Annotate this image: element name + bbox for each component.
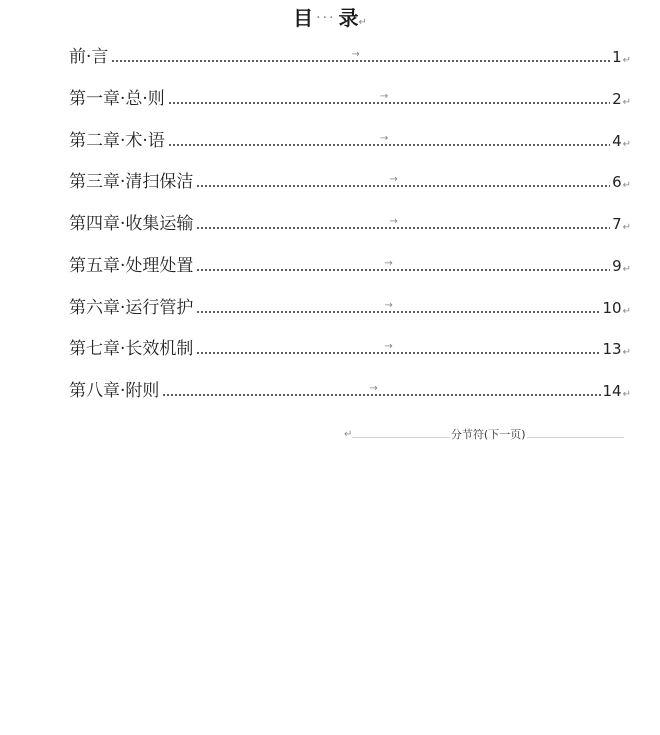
title-char-1: 目 [293, 6, 314, 30]
toc-page-number: 2 [612, 90, 622, 108]
toc-page-number: 6 [612, 173, 622, 191]
paragraph-mark-icon: ↵ [622, 222, 631, 233]
paragraph-mark-icon: ↵ [622, 347, 631, 358]
dot-leader [111, 49, 610, 63]
dot-leader [168, 91, 610, 105]
toc-entry-label: 前·言 [69, 47, 109, 67]
dot-leader [196, 341, 600, 355]
toc-entry-preface[interactable] [69, 46, 631, 68]
toc-entry-label: 第四章·收集运输 [69, 214, 194, 234]
toc-entry-label: 第八章·附则 [69, 381, 160, 401]
tab-arrow-icon: → [384, 341, 393, 352]
toc-entry-label: 第五章·处理处置 [69, 256, 194, 276]
tab-arrow-icon: → [384, 300, 393, 311]
title-spacing-dots: ··· [316, 10, 336, 26]
tab-arrow-icon: → [379, 91, 389, 102]
toc-entry-chapter-3[interactable] [69, 171, 631, 193]
toc-entry-label: 第七章·长效机制 [69, 339, 194, 359]
toc-page-number: 14 [602, 382, 622, 400]
toc-entry-label: 第二章·术·语 [69, 131, 165, 151]
tab-arrow-icon: → [389, 216, 398, 227]
toc-page-number: 13 [602, 340, 622, 358]
toc-entry-chapter-6[interactable] [69, 297, 631, 319]
paragraph-mark-icon: ↵ [622, 180, 631, 191]
dot-leader [196, 300, 600, 314]
toc-entry-chapter-7[interactable] [69, 338, 631, 360]
tab-arrow-icon: → [379, 133, 389, 144]
toc-entry-label: 第六章·运行管护 [69, 298, 194, 318]
tab-arrow-icon: → [384, 258, 393, 269]
toc-entry-chapter-4[interactable] [69, 213, 631, 235]
toc-page-number: 10 [602, 299, 622, 317]
paragraph-mark-icon: ↵ [622, 389, 631, 400]
dot-leader [196, 174, 610, 188]
toc-page-number: 9 [612, 257, 622, 275]
section-break-next-page [344, 426, 624, 442]
toc-page-number: 7 [612, 215, 622, 233]
section-break-line-left [352, 437, 450, 438]
toc-entry-label: 第三章·清扫保洁 [69, 172, 194, 192]
toc-entry-chapter-8[interactable] [69, 380, 631, 402]
paragraph-mark-icon: ↵ [622, 55, 631, 66]
toc-entry-chapter-5[interactable] [69, 255, 631, 277]
dot-leader [162, 383, 600, 397]
dot-leader [196, 216, 610, 230]
toc-page-number: 1 [612, 48, 622, 66]
dot-leader [168, 133, 610, 147]
dot-leader [196, 258, 610, 272]
paragraph-mark-icon: ↵ [622, 306, 631, 317]
tab-arrow-icon: → [351, 49, 360, 60]
toc-entry-chapter-1[interactable] [69, 88, 631, 110]
toc-title [0, 5, 660, 36]
paragraph-mark-icon: ↵ [622, 97, 631, 108]
tab-arrow-icon: → [369, 383, 378, 394]
paragraph-mark-icon: ↵ [622, 264, 631, 275]
section-break-line-right [527, 437, 625, 438]
toc-entry-label: 第一章·总·则 [69, 89, 165, 109]
paragraph-mark-icon: ↵ [344, 428, 353, 440]
toc-page-number: 4 [612, 132, 622, 150]
toc-entry-chapter-2[interactable] [69, 130, 631, 152]
paragraph-mark-icon: ↵ [358, 17, 367, 28]
paragraph-mark-icon: ↵ [622, 139, 631, 150]
title-char-2: 录 [338, 6, 359, 30]
section-break-label: 分节符(下一页) [450, 428, 526, 441]
tab-arrow-icon: → [389, 174, 398, 185]
